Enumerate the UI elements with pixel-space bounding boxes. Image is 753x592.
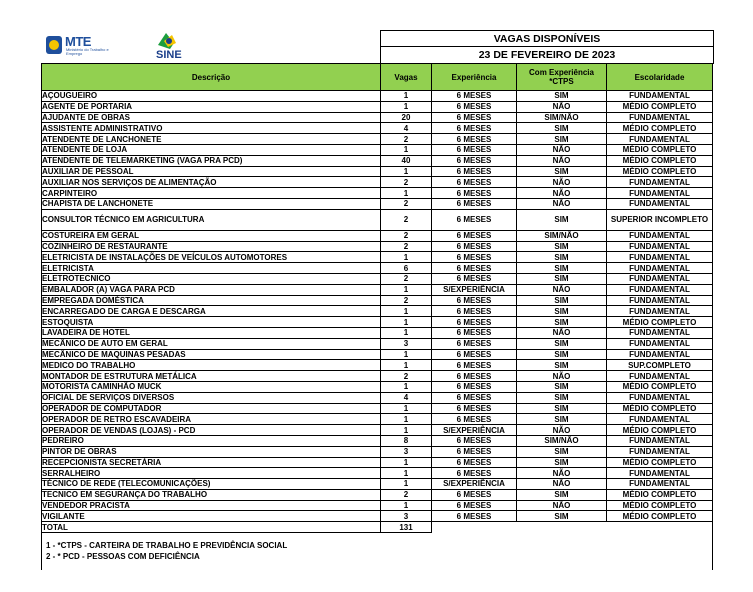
mte-logo xyxy=(46,34,116,58)
ctps-cell: SIM xyxy=(517,295,607,306)
vagas-cell: 1 xyxy=(381,360,432,371)
ctps-cell: SIM xyxy=(517,209,607,230)
sine-logo xyxy=(152,31,192,61)
ctps-cell: SIM xyxy=(517,134,607,145)
page-date: 23 DE FEVEREIRO DE 2023 xyxy=(478,49,616,61)
sine-label: SINE xyxy=(156,49,182,61)
descricao-cell: MEDICO DO TRABALHO xyxy=(42,360,381,371)
ctps-cell: SIM xyxy=(517,381,607,392)
escolaridade-cell: FUNDAMENTAL xyxy=(607,435,713,446)
vagas-cell: 4 xyxy=(381,392,432,403)
escolaridade-cell: FUNDAMENTAL xyxy=(607,252,713,263)
vagas-cell: 1 xyxy=(381,381,432,392)
ctps-cell: SIM xyxy=(517,457,607,468)
descricao-cell: PINTOR DE OBRAS xyxy=(42,446,381,457)
experiencia-cell: 6 MESES xyxy=(432,188,517,199)
mte-emblem-icon xyxy=(46,36,62,54)
descricao-cell: ENCARREGADO DE CARGA E DESCARGA xyxy=(42,306,381,317)
escolaridade-cell: FUNDAMENTAL xyxy=(607,349,713,360)
table-row xyxy=(42,327,713,338)
ctps-cell: SIM xyxy=(517,403,607,414)
experiencia-cell: 6 MESES xyxy=(432,317,517,328)
escolaridade-cell: MÉDIO COMPLETO xyxy=(607,155,713,166)
descricao-cell: AUXILIAR NOS SERVIÇOS DE ALIMENTAÇÃO xyxy=(42,177,381,188)
footnote: 1 - *CTPS - CARTEIRA DE TRABALHO E PREVIDÊNCIA SOCIAL xyxy=(46,541,288,550)
experiencia-cell: 6 MESES xyxy=(432,306,517,317)
experiencia-cell: 6 MESES xyxy=(432,134,517,145)
experiencia-cell: 6 MESES xyxy=(432,112,517,123)
vagas-cell: 3 xyxy=(381,511,432,522)
vagas-cell: 1 xyxy=(381,306,432,317)
table-row xyxy=(42,317,713,328)
table-row xyxy=(42,371,713,382)
descricao-cell: ATENDENTE DE LOJA xyxy=(42,144,381,155)
table-row xyxy=(42,457,713,468)
escolaridade-cell: FUNDAMENTAL xyxy=(607,241,713,252)
escolaridade-cell: MÉDIO COMPLETO xyxy=(607,500,713,511)
table-row xyxy=(42,112,713,123)
experiencia-cell: 6 MESES xyxy=(432,230,517,241)
escolaridade-cell: FUNDAMENTAL xyxy=(607,338,713,349)
vagas-cell: 1 xyxy=(381,425,432,436)
ctps-cell: SIM xyxy=(517,252,607,263)
escolaridade-cell: FUNDAMENTAL xyxy=(607,295,713,306)
escolaridade-cell: FUNDAMENTAL xyxy=(607,284,713,295)
escolaridade-cell: FUNDAMENTAL xyxy=(607,263,713,274)
descricao-cell: OPERADOR DE VENDAS (LOJAS) - PCD xyxy=(42,425,381,436)
escolaridade-cell: FUNDAMENTAL xyxy=(607,134,713,145)
descricao-cell: MECÂNICO DE MAQUINAS PESADAS xyxy=(42,349,381,360)
vagas-cell: 6 xyxy=(381,263,432,274)
escolaridade-cell: FUNDAMENTAL xyxy=(607,230,713,241)
descricao-cell: ATENDENTE DE LANCHONETE xyxy=(42,134,381,145)
total-row xyxy=(42,522,713,533)
ctps-cell: NÃO xyxy=(517,198,607,209)
table-row xyxy=(42,177,713,188)
ctps-cell: SIM xyxy=(517,166,607,177)
vagas-cell: 2 xyxy=(381,177,432,188)
ctps-cell: SIM xyxy=(517,360,607,371)
table-row xyxy=(42,414,713,425)
vagas-cell: 1 xyxy=(381,284,432,295)
escolaridade-cell: FUNDAMENTAL xyxy=(607,91,713,102)
table-body xyxy=(42,91,713,522)
experiencia-cell: 6 MESES xyxy=(432,241,517,252)
descricao-cell: ELETRICISTA DE INSTALAÇÕES DE VEÍCULOS AUTOMOTORES xyxy=(42,252,381,263)
descricao-cell: SERRALHEIRO xyxy=(42,468,381,479)
mte-label: MTE xyxy=(65,34,91,49)
total-label: TOTAL xyxy=(42,522,381,533)
table-row xyxy=(42,144,713,155)
escolaridade-cell: MÉDIO COMPLETO xyxy=(607,123,713,134)
descricao-cell: COZINHEIRO DE RESTAURANTE xyxy=(42,241,381,252)
page-title: VAGAS DISPONÍVEIS xyxy=(493,33,601,45)
experiencia-cell: 6 MESES xyxy=(432,252,517,263)
escolaridade-cell: MÉDIO COMPLETO xyxy=(607,144,713,155)
col-header-experiencia: Experiência xyxy=(432,64,517,91)
vacancies-table xyxy=(41,63,713,533)
ctps-cell: SIM xyxy=(517,446,607,457)
table-row xyxy=(42,241,713,252)
table-row xyxy=(42,435,713,446)
vagas-cell: 1 xyxy=(381,101,432,112)
table-row xyxy=(42,489,713,500)
ctps-cell: NÃO xyxy=(517,479,607,490)
descricao-cell: RECEPCIONISTA SECRETÁRIA xyxy=(42,457,381,468)
col-header-escolaridade: Escolaridade xyxy=(607,64,713,91)
vagas-cell: 40 xyxy=(381,155,432,166)
descricao-cell: AGENTE DE PORTARIA xyxy=(42,101,381,112)
escolaridade-cell: FUNDAMENTAL xyxy=(607,177,713,188)
title-divider xyxy=(381,46,713,47)
vagas-cell: 2 xyxy=(381,241,432,252)
footnote: 2 - * PCD - PESSOAS COM DEFICIÊNCIA xyxy=(46,552,200,561)
experiencia-cell: 6 MESES xyxy=(432,273,517,284)
experiencia-cell: 6 MESES xyxy=(432,489,517,500)
vagas-cell: 20 xyxy=(381,112,432,123)
table-row xyxy=(42,123,713,134)
ctps-cell: SIM xyxy=(517,349,607,360)
escolaridade-cell: FUNDAMENTAL xyxy=(607,112,713,123)
vagas-cell: 1 xyxy=(381,188,432,199)
escolaridade-cell: MÉDIO COMPLETO xyxy=(607,317,713,328)
vagas-cell: 1 xyxy=(381,414,432,425)
experiencia-cell: 6 MESES xyxy=(432,263,517,274)
ctps-cell: NÃO xyxy=(517,468,607,479)
ctps-cell: SIM xyxy=(517,123,607,134)
table-row xyxy=(42,134,713,145)
escolaridade-cell: FUNDAMENTAL xyxy=(607,188,713,199)
experiencia-cell: 6 MESES xyxy=(432,468,517,479)
ctps-cell: NÃO xyxy=(517,371,607,382)
experiencia-cell: 6 MESES xyxy=(432,457,517,468)
table-row xyxy=(42,263,713,274)
experiencia-cell: 6 MESES xyxy=(432,198,517,209)
ctps-cell: NÃO xyxy=(517,188,607,199)
escolaridade-cell: FUNDAMENTAL xyxy=(607,273,713,284)
experiencia-cell: 6 MESES xyxy=(432,295,517,306)
table-row xyxy=(42,381,713,392)
descricao-cell: MECÂNICO DE AUTO EM GERAL xyxy=(42,338,381,349)
descricao-cell: AUXILIAR DE PESSOAL xyxy=(42,166,381,177)
descricao-cell: TÉCNICO DE REDE (TELECOMUNICAÇÕES) xyxy=(42,479,381,490)
escolaridade-cell: FUNDAMENTAL xyxy=(607,392,713,403)
experiencia-cell: 6 MESES xyxy=(432,403,517,414)
escolaridade-cell: FUNDAMENTAL xyxy=(607,479,713,490)
experiencia-cell: 6 MESES xyxy=(432,349,517,360)
total-empty-cell xyxy=(517,522,607,533)
ctps-cell: SIM/NÃO xyxy=(517,230,607,241)
ctps-cell: NÃO xyxy=(517,177,607,188)
escolaridade-cell: FUNDAMENTAL xyxy=(607,371,713,382)
escolaridade-cell: SUPERIOR INCOMPLETO xyxy=(607,209,713,230)
ctps-cell: SIM xyxy=(517,273,607,284)
vagas-cell: 1 xyxy=(381,500,432,511)
table-row xyxy=(42,252,713,263)
table-row xyxy=(42,511,713,522)
ctps-cell: NÃO xyxy=(517,144,607,155)
ctps-cell: SIM xyxy=(517,263,607,274)
escolaridade-cell: FUNDAMENTAL xyxy=(607,414,713,425)
vagas-cell: 2 xyxy=(381,198,432,209)
ctps-cell: SIM/NÃO xyxy=(517,112,607,123)
escolaridade-cell: FUNDAMENTAL xyxy=(607,468,713,479)
table-row xyxy=(42,338,713,349)
escolaridade-cell: MÉDIO COMPLETO xyxy=(607,101,713,112)
table-row xyxy=(42,425,713,436)
vagas-cell: 2 xyxy=(381,230,432,241)
experiencia-cell: 6 MESES xyxy=(432,209,517,230)
footnotes xyxy=(41,533,713,570)
descricao-cell: ELETROTECNICO xyxy=(42,273,381,284)
escolaridade-cell: MÉDIO COMPLETO xyxy=(607,403,713,414)
vagas-cell: 1 xyxy=(381,468,432,479)
vagas-cell: 1 xyxy=(381,144,432,155)
vagas-cell: 1 xyxy=(381,91,432,102)
ctps-cell: NÃO xyxy=(517,284,607,295)
ctps-cell: SIM xyxy=(517,91,607,102)
vagas-cell: 1 xyxy=(381,327,432,338)
vagas-cell: 1 xyxy=(381,403,432,414)
experiencia-cell: 6 MESES xyxy=(432,381,517,392)
experiencia-cell: 6 MESES xyxy=(432,371,517,382)
table-row xyxy=(42,230,713,241)
escolaridade-cell: MÉDIO COMPLETO xyxy=(607,381,713,392)
experiencia-cell: 6 MESES xyxy=(432,327,517,338)
vagas-cell: 2 xyxy=(381,209,432,230)
table-row xyxy=(42,349,713,360)
experiencia-cell: S/EXPERIÊNCIA xyxy=(432,479,517,490)
table-row xyxy=(42,479,713,490)
table-row xyxy=(42,198,713,209)
escolaridade-cell: SUP.COMPLETO xyxy=(607,360,713,371)
experiencia-cell: 6 MESES xyxy=(432,166,517,177)
ctps-cell: NÃO xyxy=(517,500,607,511)
table-row xyxy=(42,446,713,457)
descricao-cell: CONSULTOR TÉCNICO EM AGRICULTURA xyxy=(42,209,381,230)
brazil-flag-icon xyxy=(152,31,192,51)
table-row xyxy=(42,209,713,230)
descricao-cell: EMBALADOR (A) VAGA PARA PCD xyxy=(42,284,381,295)
vagas-cell: 3 xyxy=(381,338,432,349)
table-row xyxy=(42,403,713,414)
logo-area xyxy=(40,30,380,63)
escolaridade-cell: MÉDIO COMPLETO xyxy=(607,457,713,468)
vagas-cell: 1 xyxy=(381,166,432,177)
vagas-cell: 3 xyxy=(381,446,432,457)
escolaridade-cell: MÉDIO COMPLETO xyxy=(607,489,713,500)
ctps-cell: SIM xyxy=(517,338,607,349)
experiencia-cell: 6 MESES xyxy=(432,177,517,188)
experiencia-cell: 6 MESES xyxy=(432,123,517,134)
descricao-cell: AÇOUGUEIRO xyxy=(42,91,381,102)
col-header-vagas: Vagas xyxy=(381,64,432,91)
table-row xyxy=(42,306,713,317)
descricao-cell: EMPREGADA DOMÉSTICA xyxy=(42,295,381,306)
descricao-cell: LAVADEIRA DE HOTEL xyxy=(42,327,381,338)
table-row xyxy=(42,101,713,112)
experiencia-cell: 6 MESES xyxy=(432,91,517,102)
experiencia-cell: 6 MESES xyxy=(432,392,517,403)
table-row xyxy=(42,360,713,371)
ctps-cell: SIM xyxy=(517,317,607,328)
descricao-cell: ESTOQUISTA xyxy=(42,317,381,328)
table-row xyxy=(42,273,713,284)
vagas-cell: 2 xyxy=(381,489,432,500)
ctps-cell: SIM xyxy=(517,306,607,317)
experiencia-cell: S/EXPERIÊNCIA xyxy=(432,284,517,295)
escolaridade-cell: MÉDIO COMPLETO xyxy=(607,166,713,177)
vagas-cell: 1 xyxy=(381,479,432,490)
vagas-cell: 1 xyxy=(381,457,432,468)
vagas-cell: 2 xyxy=(381,134,432,145)
descricao-cell: OFICIAL DE SERVIÇOS DIVERSOS xyxy=(42,392,381,403)
ctps-cell: NÃO xyxy=(517,155,607,166)
escolaridade-cell: FUNDAMENTAL xyxy=(607,327,713,338)
ctps-cell: NÃO xyxy=(517,101,607,112)
descricao-cell: COSTUREIRA EM GERAL xyxy=(42,230,381,241)
vagas-cell: 2 xyxy=(381,273,432,284)
experiencia-cell: 6 MESES xyxy=(432,155,517,166)
descricao-cell: VENDEDOR PRACISTA xyxy=(42,500,381,511)
experiencia-cell: 6 MESES xyxy=(432,511,517,522)
col-header-descricao: Descrição xyxy=(42,64,381,91)
table-row xyxy=(42,188,713,199)
escolaridade-cell: FUNDAMENTAL xyxy=(607,446,713,457)
vagas-cell: 2 xyxy=(381,295,432,306)
experiencia-cell: 6 MESES xyxy=(432,446,517,457)
ctps-cell: NÃO xyxy=(517,327,607,338)
escolaridade-cell: MÉDIO COMPLETO xyxy=(607,425,713,436)
descricao-cell: OPERADOR DE COMPUTADOR xyxy=(42,403,381,414)
total-value: 131 xyxy=(381,522,432,533)
ctps-cell: SIM xyxy=(517,511,607,522)
ctps-cell: SIM xyxy=(517,241,607,252)
total-empty-cell xyxy=(607,522,713,533)
experiencia-cell: 6 MESES xyxy=(432,144,517,155)
vagas-cell: 8 xyxy=(381,435,432,446)
table-row xyxy=(42,166,713,177)
table-row xyxy=(42,500,713,511)
vagas-cell: 1 xyxy=(381,252,432,263)
vagas-cell: 1 xyxy=(381,349,432,360)
descricao-cell: MONTADOR DE ESTRUTURA METÁLICA xyxy=(42,371,381,382)
descricao-cell: TECNICO EM SEGURANÇA DO TRABALHO xyxy=(42,489,381,500)
descricao-cell: PEDREIRO xyxy=(42,435,381,446)
experiencia-cell: 6 MESES xyxy=(432,414,517,425)
descricao-cell: CARPINTEIRO xyxy=(42,188,381,199)
escolaridade-cell: MÉDIO COMPLETO xyxy=(607,511,713,522)
ctps-cell: NÃO xyxy=(517,425,607,436)
descricao-cell: ELETRICISTA xyxy=(42,263,381,274)
experiencia-cell: 6 MESES xyxy=(432,338,517,349)
title-box xyxy=(380,30,714,64)
vagas-cell: 1 xyxy=(381,317,432,328)
table-row xyxy=(42,91,713,102)
escolaridade-cell: FUNDAMENTAL xyxy=(607,306,713,317)
vagas-cell: 2 xyxy=(381,371,432,382)
table-row xyxy=(42,295,713,306)
table-row xyxy=(42,155,713,166)
descricao-cell: VIGILANTE xyxy=(42,511,381,522)
table-row xyxy=(42,284,713,295)
table-row xyxy=(42,468,713,479)
ctps-cell: SIM xyxy=(517,414,607,425)
mte-sub-label: Ministério do Trabalho e Emprego xyxy=(66,47,109,56)
descricao-cell: CHAPISTA DE LANCHONETE xyxy=(42,198,381,209)
table-header-row xyxy=(42,64,713,91)
experiencia-cell: S/EXPERIÊNCIA xyxy=(432,425,517,436)
experiencia-cell: 6 MESES xyxy=(432,101,517,112)
descricao-cell: MOTORISTA CAMINHÃO MUCK xyxy=(42,381,381,392)
total-empty-cell xyxy=(432,522,517,533)
experiencia-cell: 6 MESES xyxy=(432,360,517,371)
vagas-cell: 4 xyxy=(381,123,432,134)
ctps-cell: SIM xyxy=(517,392,607,403)
ctps-cell: SIM/NÃO xyxy=(517,435,607,446)
descricao-cell: AJUDANTE DE OBRAS xyxy=(42,112,381,123)
experiencia-cell: 6 MESES xyxy=(432,435,517,446)
table-row xyxy=(42,392,713,403)
descricao-cell: ASSISTENTE ADMINISTRATIVO xyxy=(42,123,381,134)
ctps-cell: SIM xyxy=(517,489,607,500)
descricao-cell: OPERADOR DE RETRO ESCAVADEIRA xyxy=(42,414,381,425)
col-header-ctps: Com Experiência *CTPS xyxy=(517,64,607,91)
experiencia-cell: 6 MESES xyxy=(432,500,517,511)
descricao-cell: ATENDENTE DE TELEMARKETING (VAGA PRA PCD) xyxy=(42,155,381,166)
escolaridade-cell: FUNDAMENTAL xyxy=(607,198,713,209)
